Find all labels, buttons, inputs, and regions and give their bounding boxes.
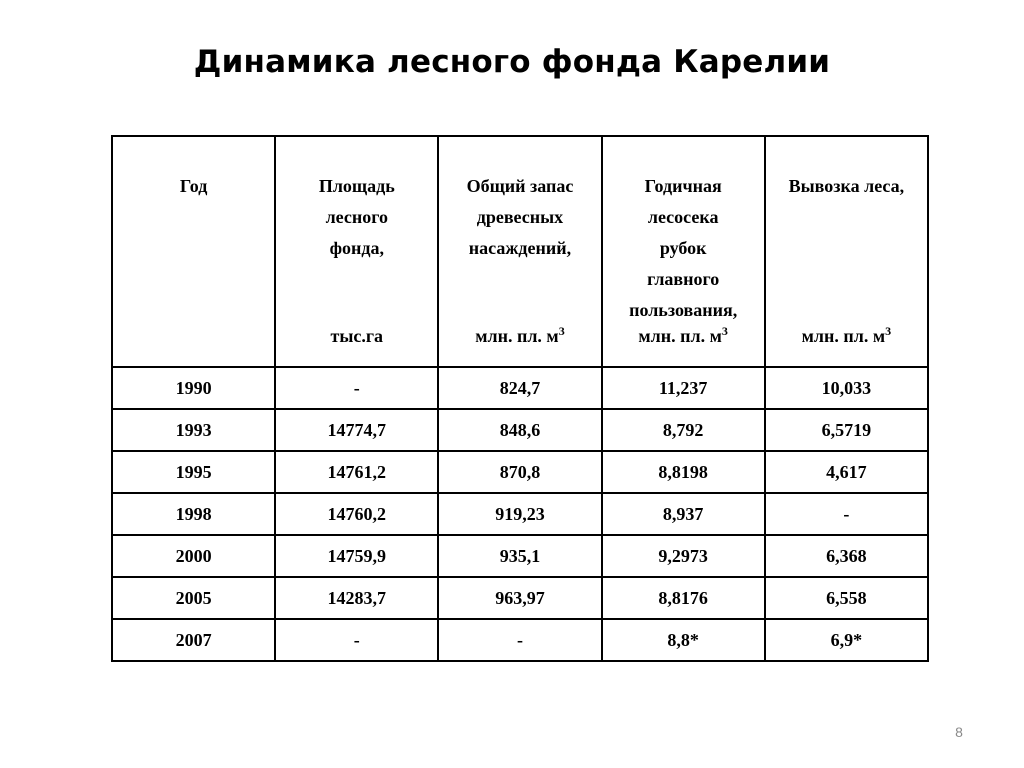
cell-stock: 963,97 [438,577,601,619]
cell-area: 14283,7 [275,577,438,619]
table-row [112,409,928,451]
cell-stock: - [438,619,601,661]
table-row [112,367,928,409]
table-row [112,577,928,619]
cell-cutting: 8,8* [602,619,765,661]
header-cutting [602,136,765,367]
header-removal [765,136,928,367]
cell-year: 1998 [112,493,275,535]
table-row [112,535,928,577]
cell-removal: 6,368 [765,535,928,577]
cell-stock: 824,7 [438,367,601,409]
cell-cutting: 11,237 [602,367,765,409]
cell-year: 1993 [112,409,275,451]
cell-removal: 6,5719 [765,409,928,451]
header-removal-unit: млн. пл. $м^3$ [801,324,892,346]
cell-area: 14760,2 [275,493,438,535]
cell-removal: 6,558 [765,577,928,619]
page-number: 8 [955,724,963,740]
cell-removal: 4,617 [765,451,928,493]
table-header-row [112,136,928,367]
header-year [112,136,275,367]
header-stock-unit: млн. пл. $м^3$ [475,324,565,346]
cell-cutting: 9,2973 [602,535,765,577]
cell-area: - [275,619,438,661]
cell-year: 1990 [112,367,275,409]
cell-area: 14759,9 [275,535,438,577]
header-stock-label: Общий запас древесных насаждений, [466,176,574,258]
cell-year: 1995 [112,451,275,493]
cell-cutting: 8,937 [602,493,765,535]
table-row [112,619,928,661]
cell-stock: 870,8 [438,451,601,493]
header-removal-label: Вывозка леса, [788,176,905,196]
cell-year: 2007 [112,619,275,661]
table-row [112,451,928,493]
header-cutting-label: Годичная лесосека рубок главного пользования, [629,176,738,320]
cell-cutting: 8,8176 [602,577,765,619]
cell-stock: 919,23 [438,493,601,535]
header-area-unit: тыс.га [330,326,384,346]
cell-stock: 935,1 [438,535,601,577]
cell-cutting: 8,8198 [602,451,765,493]
cell-removal: - [765,493,928,535]
header-area-label: Площадь лесного фонда, [318,176,395,258]
header-cutting-unit: млн. пл. $м^3$ [638,324,728,346]
cell-year: 2005 [112,577,275,619]
cell-removal: 6,9* [765,619,928,661]
header-year-label: Год [179,176,208,196]
cell-area: - [275,367,438,409]
cell-area: 14761,2 [275,451,438,493]
cell-area: 14774,7 [275,409,438,451]
header-area [275,136,438,367]
cell-removal: 10,033 [765,367,928,409]
cell-year: 2000 [112,535,275,577]
slide-title: Динамика лесного фонда Карелии [193,44,831,80]
table-row [112,493,928,535]
header-stock [438,136,601,367]
cell-stock: 848,6 [438,409,601,451]
cell-cutting: 8,792 [602,409,765,451]
forest-fund-table [111,135,929,662]
